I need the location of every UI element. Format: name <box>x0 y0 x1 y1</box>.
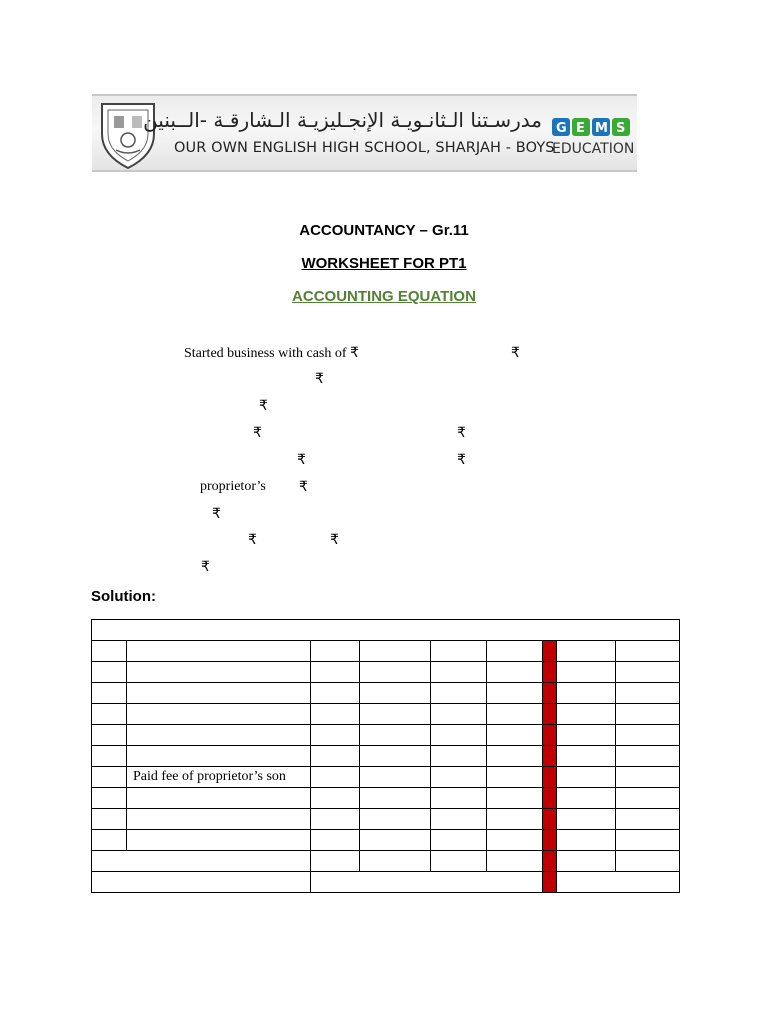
gems-logo-icon <box>552 116 632 138</box>
table-total-row <box>92 851 680 872</box>
solution-label: Solution: <box>91 588 156 605</box>
page-title: ACCOUNTANCY – Gr.11 <box>299 222 469 239</box>
divider-cell <box>543 788 557 809</box>
rupee-symbol: ₹ <box>315 372 324 387</box>
svg-text:G: G <box>556 121 567 136</box>
rupee-symbol: ₹ <box>330 533 339 548</box>
solution-table <box>91 619 680 893</box>
rupee-symbol: ₹ <box>201 560 210 575</box>
rupee-symbol: ₹ <box>299 480 308 495</box>
divider-cell <box>543 704 557 725</box>
table-row <box>92 830 680 851</box>
rupee-symbol: ₹ <box>511 346 520 361</box>
divider-cell <box>543 662 557 683</box>
table-row <box>92 767 680 788</box>
school-name-arabic: مدرسـتنا الـثانـويـة الإنجـليزيـة الـشارقـة -الــبنين <box>143 108 542 132</box>
table-row <box>92 746 680 767</box>
svg-text:M: M <box>595 121 608 136</box>
transaction-6-text: proprietor’s <box>200 479 266 494</box>
table-row <box>92 704 680 725</box>
table-row <box>92 809 680 830</box>
divider-cell <box>543 725 557 746</box>
school-name-english: OUR OWN ENGLISH HIGH SCHOOL, SHARJAH - BOYS <box>174 140 555 156</box>
svg-text:E: E <box>576 121 585 136</box>
table-summary-row <box>92 872 680 893</box>
divider-cell <box>543 830 557 851</box>
divider-cell <box>543 683 557 704</box>
divider-cell <box>543 809 557 830</box>
rupee-symbol: ₹ <box>297 453 306 468</box>
transaction-description-cell: Paid fee of proprietor’s son <box>127 767 311 788</box>
topic-heading: ACCOUNTING EQUATION <box>292 288 476 305</box>
table-cell <box>92 620 680 641</box>
divider-cell <box>543 851 557 872</box>
divider-cell <box>543 746 557 767</box>
rupee-symbol: ₹ <box>253 426 262 441</box>
worksheet-subtitle: WORKSHEET FOR PT1 <box>301 255 467 272</box>
divider-cell <box>543 641 557 662</box>
education-label: EDUCATION <box>552 141 635 157</box>
table-row <box>92 788 680 809</box>
table-row <box>92 641 680 662</box>
rupee-symbol: ₹ <box>248 533 257 548</box>
table-row <box>92 725 680 746</box>
rupee-symbol: ₹ <box>457 453 466 468</box>
transaction-1-text: Started business with cash of ₹ <box>184 346 359 361</box>
svg-text:S: S <box>616 121 626 136</box>
table-row <box>92 683 680 704</box>
rupee-symbol: ₹ <box>259 399 268 414</box>
divider-cell <box>543 872 557 893</box>
school-banner <box>92 94 637 172</box>
table-header-row <box>92 620 680 641</box>
divider-cell <box>543 767 557 788</box>
rupee-symbol: ₹ <box>212 507 221 522</box>
rupee-symbol: ₹ <box>457 426 466 441</box>
table-row <box>92 662 680 683</box>
